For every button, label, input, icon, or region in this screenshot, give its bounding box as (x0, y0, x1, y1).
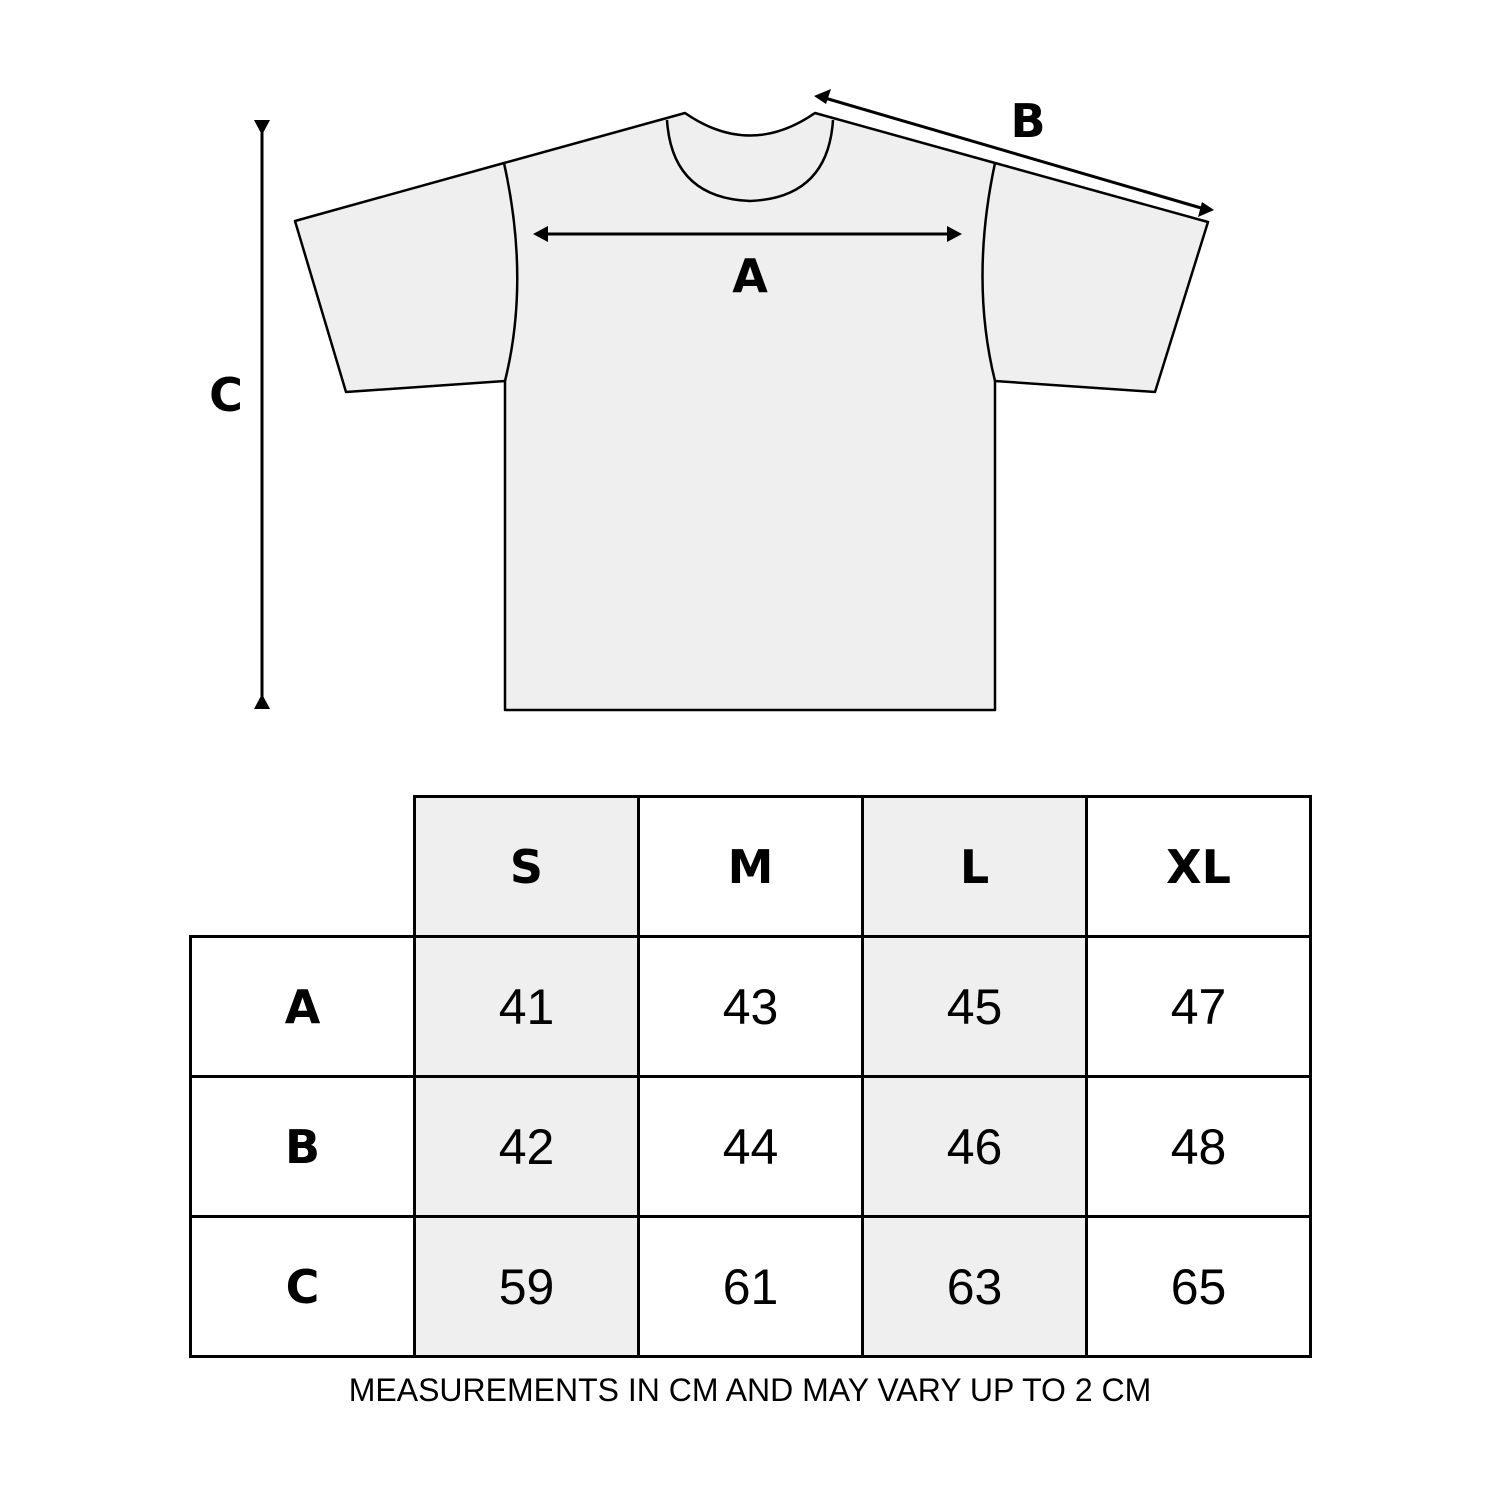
cell-c-xl: 65 (1087, 1217, 1311, 1357)
dimension-c-arrow (254, 120, 270, 709)
dimension-b-label: B (1010, 94, 1046, 148)
cell-b-xl: 48 (1087, 1077, 1311, 1217)
row-label-a: A (191, 937, 415, 1077)
size-header-xl: XL (1087, 797, 1311, 937)
cell-a-m: 43 (639, 937, 863, 1077)
cell-a-s: 41 (415, 937, 639, 1077)
cell-a-xl: 47 (1087, 937, 1311, 1077)
dimension-c-label: C (209, 368, 243, 422)
table-row (191, 1217, 1311, 1357)
dimension-a-label: A (732, 249, 768, 303)
cell-c-m: 61 (639, 1217, 863, 1357)
size-header-l: L (863, 797, 1087, 937)
row-label-b: B (191, 1077, 415, 1217)
size-header-s: S (415, 797, 639, 937)
table-row (191, 937, 1311, 1077)
size-header-m: M (639, 797, 863, 937)
cell-c-l: 63 (863, 1217, 1087, 1357)
row-label-c: C (191, 1217, 415, 1357)
table-corner (191, 797, 415, 937)
shirt-outline (295, 113, 1208, 710)
cell-b-s: 42 (415, 1077, 639, 1217)
cell-c-s: 59 (415, 1217, 639, 1357)
measurement-footnote: MEASUREMENTS IN CM AND MAY VARY UP TO 2 CM (348, 1372, 1152, 1408)
size-chart-table (189, 795, 1312, 1358)
table-row (191, 1077, 1311, 1217)
cell-b-l: 46 (863, 1077, 1087, 1217)
cell-b-m: 44 (639, 1077, 863, 1217)
size-header-row (191, 797, 1311, 937)
cell-a-l: 45 (863, 937, 1087, 1077)
